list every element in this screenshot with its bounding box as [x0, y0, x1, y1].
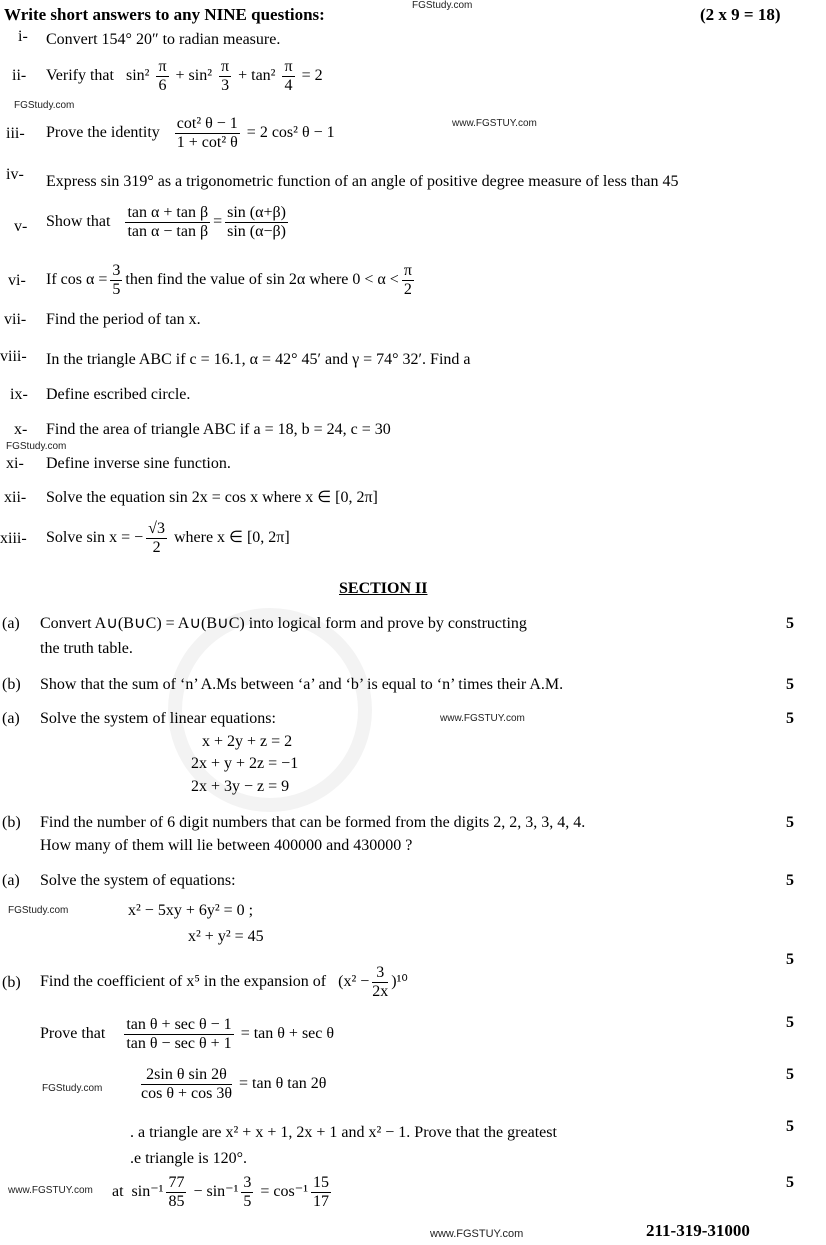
q-number: xii- [4, 489, 27, 506]
fraction: $\frac{77}{85}$ [168, 1174, 185, 1210]
question-5b: $\frac{\text{2sin θ sin 2θ}}{\text{cos θ + cos 3θ}}$ = tan θ tan 2θ [141, 1066, 327, 1102]
equation: x² − 5xy + 6y² = 0 ; [128, 902, 254, 919]
fraction: $\frac{\pi}{6}$ [158, 58, 167, 94]
question-iii: Prove the identity $\frac{\text{cot² θ − 1}}{\text{1 + cot² θ}}$ = 2 cos² θ − 1 [46, 115, 335, 151]
question-4b: Find the coefficient of x⁵ in the expansion of (x² − $\frac{3}{2x}$ )¹⁰ [40, 964, 408, 1000]
q-number: (b) [2, 676, 21, 693]
watermark: www.FGSTUY.com [452, 118, 537, 129]
section-ii-heading: SECTION II [339, 580, 428, 597]
watermark: FGStudy.com [6, 441, 67, 452]
marks: 5 [786, 1118, 794, 1135]
paper-code: 211-319-31000 [646, 1221, 750, 1240]
q-number: (a) [2, 872, 20, 889]
q-number: x- [14, 421, 28, 438]
marks: 5 [786, 1014, 794, 1031]
fraction: $\frac{3}{5}$ [243, 1174, 252, 1210]
question-6a: . a triangle are x² + x + 1, 2x + 1 and x² − 1. Prove that the greatest [130, 1124, 557, 1141]
fraction: $\frac{3}{5}$ [112, 262, 121, 298]
marks: 5 [786, 1066, 794, 1083]
watermark: FGStudy.com [412, 0, 473, 11]
watermark: FGStudy.com [42, 1083, 103, 1094]
question-2a: Convert A∪(B∪C) = A∪(B∪C) into logical form and prove by constructing [40, 615, 527, 632]
q-number: iv- [6, 166, 24, 183]
section-title: Write short answers to any NINE questions: [4, 5, 325, 24]
question-ii: Verify that sin² $\frac{\pi}{6}$ + sin² $\frac{\pi}{3}$ + tan² $\frac{\pi}{4}$ = 2 [46, 58, 323, 94]
q-number: v- [14, 218, 28, 235]
marks: 5 [786, 951, 794, 968]
question-xiii: Solve sin x = − $\frac{√3}{2}$ where x ∈ [0, 2π] [46, 520, 290, 556]
watermark: FGStudy.com [14, 100, 75, 111]
question-xi: Define inverse sine function. [46, 455, 231, 472]
q-number: ii- [12, 67, 27, 84]
watermark: FGStudy.com [8, 905, 69, 916]
q-number: iii- [6, 125, 25, 142]
fraction: $\frac{\pi}{4}$ [284, 58, 293, 94]
question-2b: Show that the sum of ‘n’ A.Ms between ‘a’ and ‘b’ is equal to ‘n’ times their A.M. [40, 676, 564, 693]
fraction: $\frac{\sin (\alpha+\beta)}{\sin (\alpha-\beta)}$ [227, 204, 286, 240]
q-number: viii- [0, 348, 27, 365]
text: sin² [125, 67, 154, 85]
fraction: $\frac{\text{cot² θ − 1}}{\text{1 + cot² θ}}$ [176, 115, 238, 151]
q-number: ix- [10, 386, 28, 403]
fraction: $\frac{15}{17}$ [313, 1174, 329, 1210]
question-vii: Find the period of tan x. [46, 311, 201, 328]
q-number: (b) [2, 974, 21, 991]
question-5a: Prove that $\frac{\text{tan θ + sec θ − 1}}{\text{tan θ − sec θ + 1}}$ = tan θ + sec θ [40, 1016, 335, 1052]
question-vi: If cos α = $\frac{3}{5}$ then find the value of sin 2α where 0 < α < $\frac{\pi}{2}$ [46, 262, 412, 298]
question-6b: at sin⁻¹ $\frac{77}{85}$ − sin⁻¹ $\frac{3}{5}$ = cos⁻¹ $\frac{15}{17}$ [112, 1174, 329, 1210]
marks: 5 [786, 814, 794, 831]
watermark: www.FGSTUY.com [8, 1185, 93, 1196]
q-number: (a) [2, 710, 20, 727]
equation: 2x + 3y − z = 9 [191, 778, 290, 795]
marks: 5 [786, 872, 794, 889]
question-2a-cont: the truth table. [40, 640, 133, 657]
marks: 5 [786, 710, 794, 727]
question-ix: Define escribed circle. [46, 386, 191, 403]
fraction: $\frac{\text{tan θ + sec θ − 1}}{\text{tan θ − sec θ + 1}}$ [126, 1016, 232, 1052]
q-number: (b) [2, 814, 21, 831]
text: Verify that [46, 67, 114, 85]
marks: 5 [786, 615, 794, 632]
question-v: Show that $\frac{\text{tan α + tan β}}{\text{tan α − tan β}}$ = $\frac{\sin (\alpha+\beta)}{\sin (\alpha-\beta)}$ [46, 204, 286, 240]
watermark: www.FGSTUY.com [440, 713, 525, 724]
fraction: $\frac{\text{tan α + tan β}}{\text{tan α − tan β}}$ [127, 204, 209, 240]
question-3b: Find the number of 6 digit numbers that can be formed from the digits 2, 2, 3, 3, 4, 4. [40, 814, 586, 831]
q-number: i- [18, 28, 28, 45]
question-xii: Solve the equation sin 2x = cos x where x ∈ [0, 2π] [46, 489, 378, 506]
fraction: $\frac{\pi}{3}$ [221, 58, 230, 94]
question-i: Convert 154° 20″ to radian measure. [46, 31, 281, 48]
question-x: Find the area of triangle ABC if a = 18, b = 24, c = 30 [46, 421, 391, 438]
question-viii: In the triangle ABC if c = 16.1, α = 42° 45′ and γ = 74° 32′. Find a [46, 351, 471, 368]
question-4a: Solve the system of equations: [40, 872, 236, 889]
question-3b-cont: How many of them will lie between 400000 and 430000 ? [40, 837, 413, 854]
marks-label: (2 x 9 = 18) [700, 5, 781, 24]
fraction: $\frac{\text{2sin θ sin 2θ}}{\text{cos θ + cos 3θ}}$ [141, 1066, 233, 1102]
marks: 5 [786, 1174, 794, 1191]
equation: x + 2y + z = 2 [202, 733, 293, 750]
marks: 5 [786, 676, 794, 693]
q-number: vi- [8, 272, 26, 289]
question-3a: Solve the system of linear equations: [40, 710, 276, 727]
question-6a-cont: .e triangle is 120°. [130, 1150, 248, 1167]
watermark: www.FGSTUY.com [430, 1228, 524, 1240]
q-number: xi- [6, 455, 24, 472]
equation: 2x + y + 2z = −1 [191, 755, 299, 772]
q-number: (a) [2, 615, 20, 632]
question-iv: Express sin 319° as a trigonometric function of an angle of positive degree measure of less than 45 [46, 173, 679, 190]
q-number: xiii- [0, 530, 27, 547]
fraction: $\frac{3}{2x}$ [372, 964, 389, 1000]
fraction: $\frac{\pi}{2}$ [403, 262, 412, 298]
q-number: vii- [4, 311, 27, 328]
fraction: $\frac{√3}{2}$ [148, 520, 165, 556]
equation: x² + y² = 45 [188, 928, 264, 945]
